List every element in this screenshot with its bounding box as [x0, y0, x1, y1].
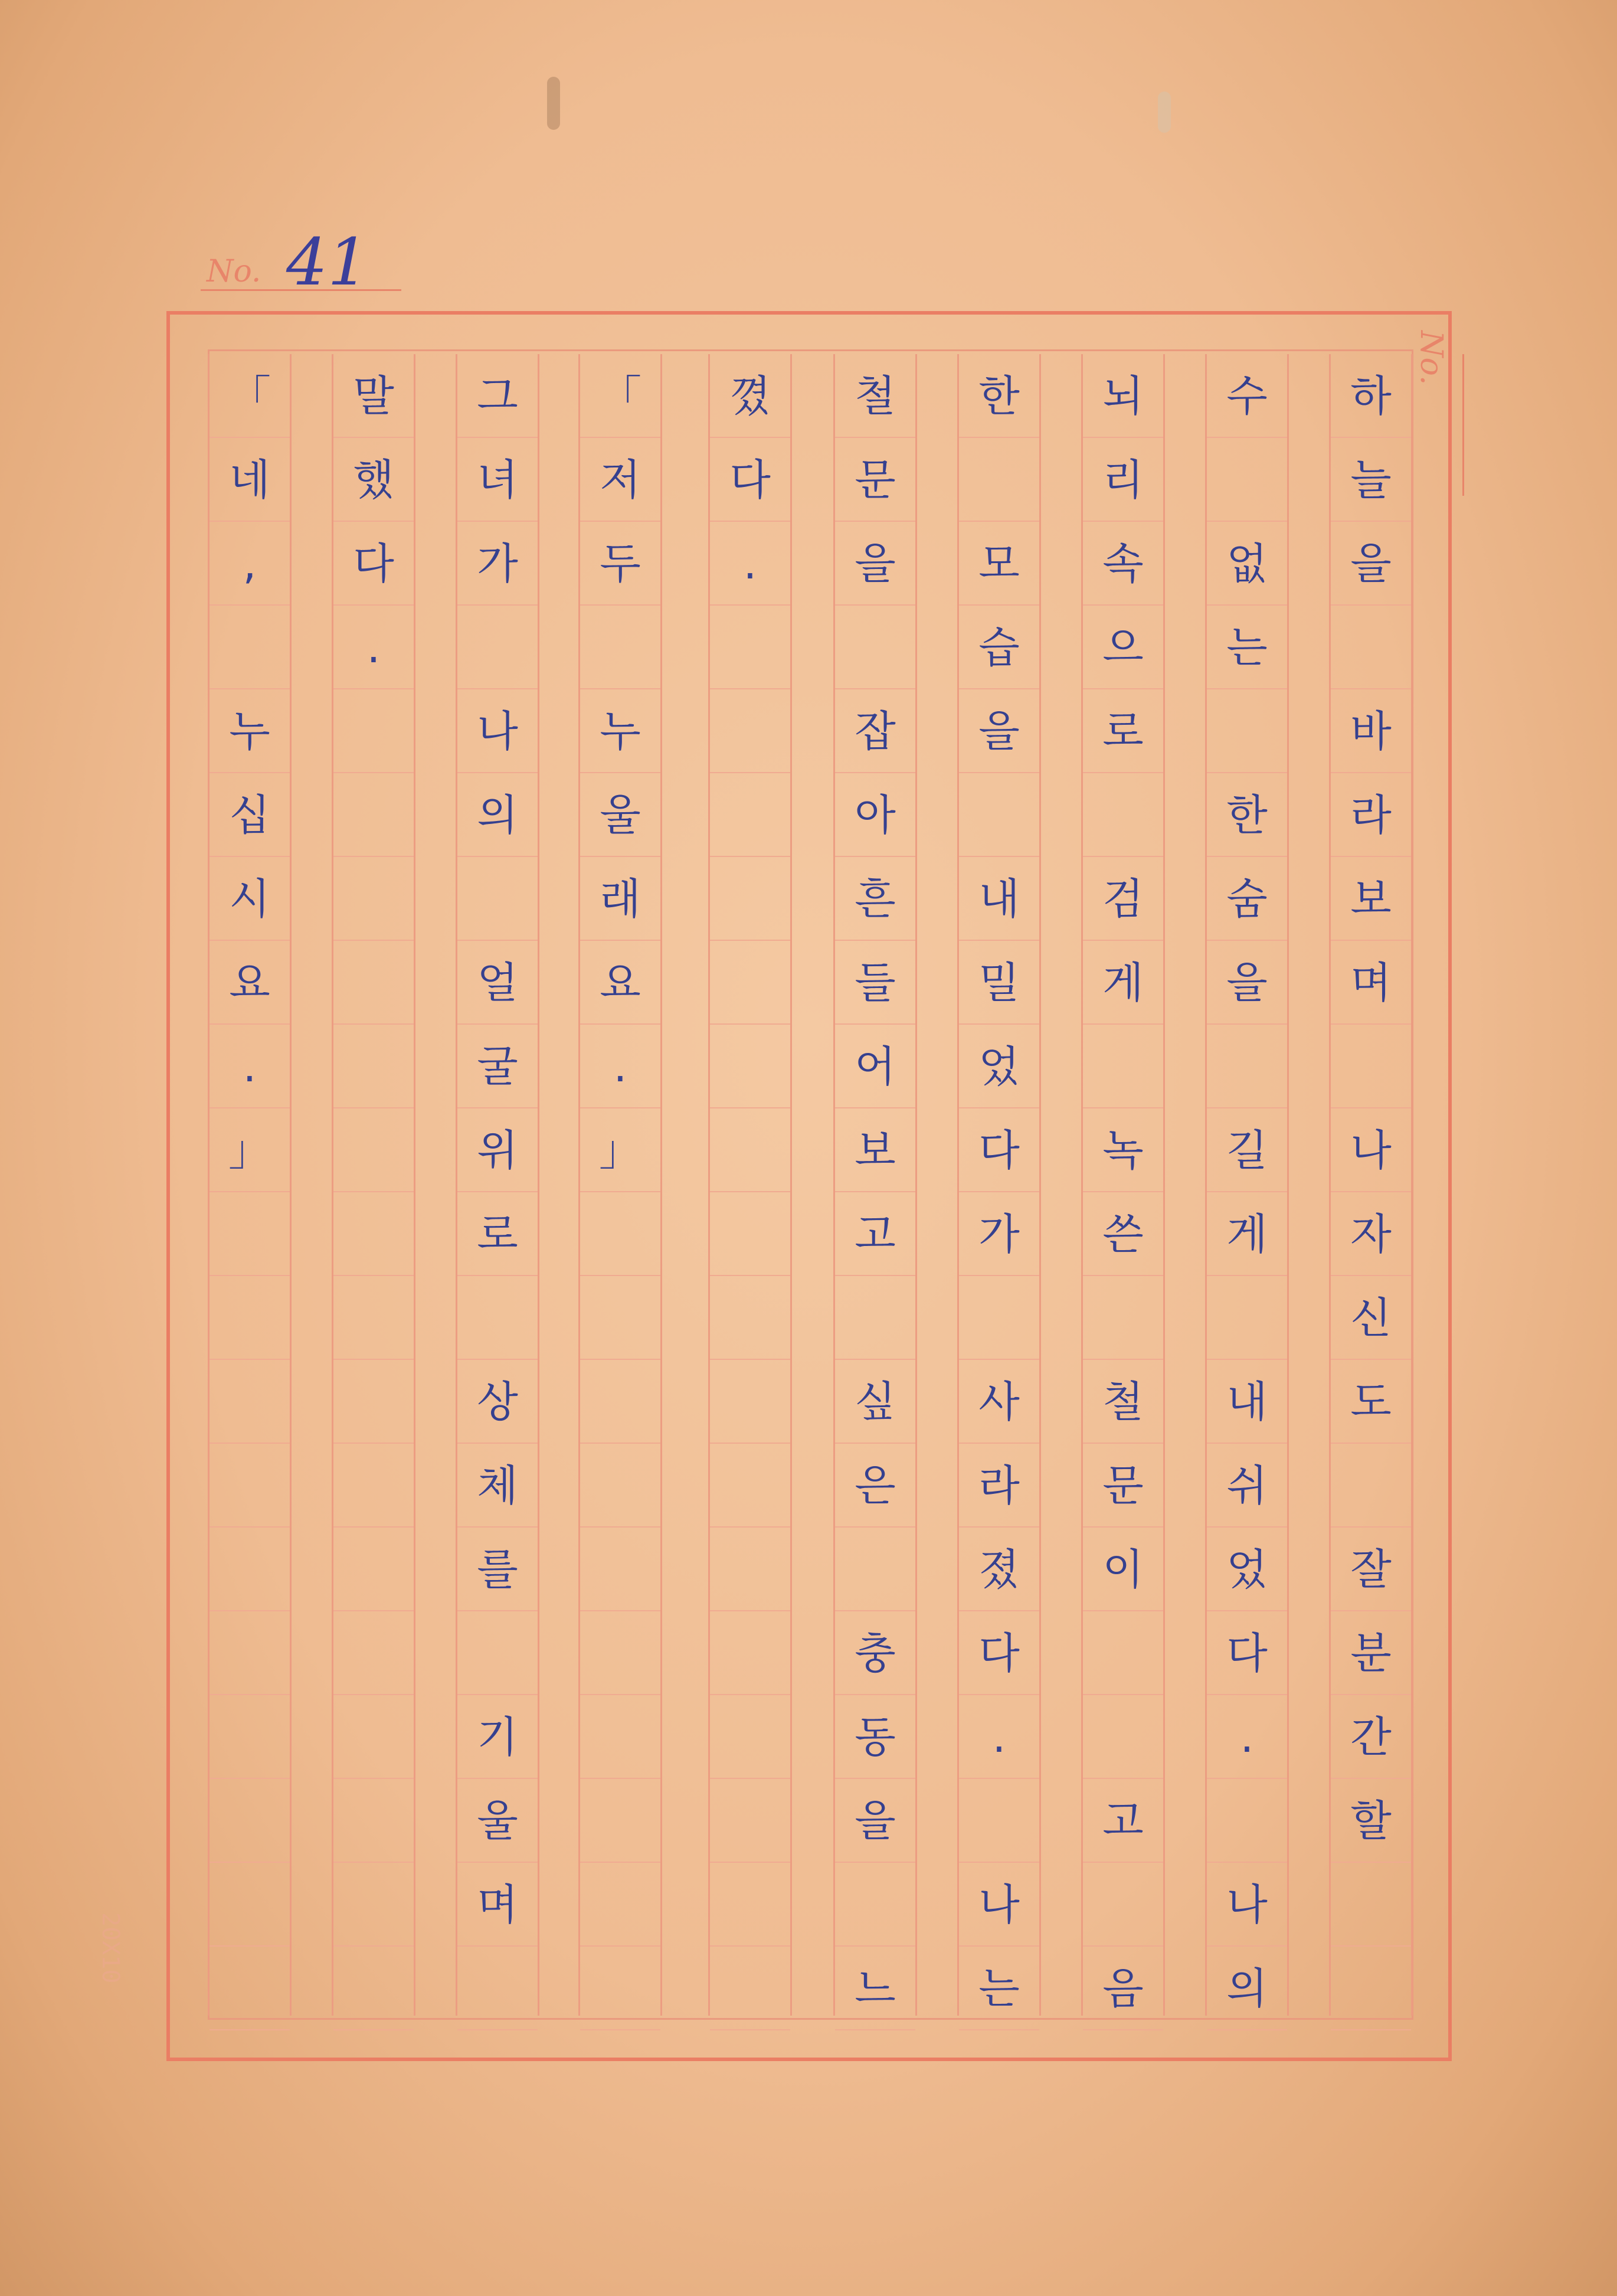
- handwritten-char: ,: [243, 539, 257, 588]
- handwritten-char: 길: [1226, 1126, 1268, 1175]
- grid-cell: [333, 1444, 414, 1528]
- grid-cell: [210, 1360, 290, 1444]
- handwritten-char: 」: [228, 1126, 271, 1175]
- handwritten-char: 은: [855, 1461, 896, 1510]
- grid-cell: [710, 1444, 790, 1528]
- handwritten-char: [1083, 1025, 1163, 1108]
- handwritten-char: 으: [1102, 623, 1144, 672]
- handwritten-char: 보: [855, 1126, 896, 1175]
- grid-cell: [210, 1947, 290, 2030]
- handwritten-char: 을: [1226, 958, 1268, 1008]
- handwritten-char: [1207, 1779, 1287, 1863]
- handwritten-char: 동: [855, 1712, 896, 1762]
- grid-cell: [333, 1528, 414, 1611]
- handwritten-char: 라: [978, 1461, 1020, 1510]
- grid-cell: [210, 1863, 290, 1947]
- handwritten-char: [210, 606, 290, 689]
- grid-cell: [333, 1695, 414, 1779]
- manuscript-column: [208, 354, 292, 2016]
- handwritten-char: [457, 1276, 538, 1360]
- handwritten-char: 흔: [855, 874, 896, 924]
- grid-cell: [710, 1276, 790, 1360]
- grid-cell: [580, 1192, 660, 1276]
- page-no-label: No.: [207, 254, 261, 289]
- handwritten-char: 의: [477, 790, 518, 840]
- handwritten-char: 고: [1102, 1796, 1144, 1846]
- grid-cell: [710, 1108, 790, 1192]
- handwritten-char: [835, 606, 915, 689]
- handwritten-char: 두: [600, 539, 641, 588]
- handwritten-char: .: [613, 1042, 627, 1091]
- handwritten-char: 들: [855, 958, 896, 1008]
- handwritten-char: 을: [855, 539, 896, 588]
- handwritten-char: 쓴: [1102, 1209, 1144, 1259]
- handwritten-char: [1331, 1025, 1411, 1108]
- handwritten-char: 며: [1350, 958, 1392, 1008]
- handwritten-char: 검: [1102, 874, 1144, 924]
- handwritten-char: 한: [978, 371, 1020, 421]
- handwritten-char: 누: [229, 707, 270, 756]
- grid-cell: [580, 1779, 660, 1863]
- handwritten-char: 싶: [855, 1377, 896, 1427]
- handwritten-char: 습: [978, 623, 1020, 672]
- handwritten-char: [1207, 438, 1287, 522]
- handwritten-char: 십: [229, 790, 270, 840]
- handwritten-char: [959, 1779, 1039, 1863]
- grid-cell: [333, 689, 414, 773]
- handwritten-char: 하: [1350, 371, 1392, 421]
- grid-cell: [210, 1192, 290, 1276]
- handwritten-char: 나: [477, 707, 518, 756]
- grid-cell: [710, 606, 790, 689]
- handwritten-char: 얼: [477, 958, 518, 1008]
- handwritten-char: 나: [1226, 1880, 1268, 1929]
- handwritten-char: [835, 1528, 915, 1611]
- grid-cell: [710, 1779, 790, 1863]
- handwritten-char: 철: [855, 371, 896, 421]
- manuscript-column: [332, 354, 415, 2016]
- handwritten-char: 네: [229, 455, 270, 505]
- grid-cell: [580, 1695, 660, 1779]
- handwritten-char: 다: [978, 1126, 1020, 1175]
- manuscript-column: [708, 354, 792, 2016]
- handwritten-char: 는: [1226, 623, 1268, 672]
- handwritten-char: 저: [600, 455, 641, 505]
- handwritten-char: 뇌: [1102, 371, 1144, 421]
- handwritten-char: 보: [1350, 874, 1392, 924]
- handwritten-char: [1331, 1444, 1411, 1528]
- handwritten-char: 밀: [978, 958, 1020, 1008]
- handwritten-char: 음: [1102, 1964, 1144, 2013]
- handwritten-char: 리: [1102, 455, 1144, 505]
- handwritten-char: 사: [978, 1377, 1020, 1427]
- handwritten-char: [1083, 773, 1163, 857]
- handwritten-char: [1083, 1695, 1163, 1779]
- grid-cell: [580, 1276, 660, 1360]
- handwritten-char: .: [992, 1712, 1006, 1762]
- grid-cell: [333, 1276, 414, 1360]
- page-no-line-right: [1462, 354, 1464, 496]
- handwritten-char: 도: [1350, 1377, 1392, 1427]
- manuscript-column: [1205, 354, 1289, 2016]
- handwritten-char: 충: [855, 1628, 896, 1678]
- handwritten-char: 었: [1226, 1545, 1268, 1594]
- grid-cell: [333, 857, 414, 941]
- handwritten-char: 아: [855, 790, 896, 840]
- manuscript-column: [1081, 354, 1165, 2016]
- handwritten-char: 다: [353, 539, 394, 588]
- handwritten-char: 나: [978, 1880, 1020, 1929]
- handwritten-char: 을: [855, 1796, 896, 1846]
- handwritten-char: [835, 1276, 915, 1360]
- grid-cell: [580, 1863, 660, 1947]
- handwritten-char: 누: [600, 707, 641, 756]
- handwritten-char: 게: [1102, 958, 1144, 1008]
- grid-cell: [710, 857, 790, 941]
- handwritten-char: 었: [978, 1042, 1020, 1091]
- handwritten-char: 잡: [855, 707, 896, 756]
- grid-cell: [333, 1611, 414, 1695]
- manuscript-column: [957, 354, 1041, 2016]
- handwritten-char: [959, 438, 1039, 522]
- handwritten-char: 늘: [1350, 455, 1392, 505]
- handwritten-char: 고: [855, 1209, 896, 1259]
- handwritten-char: 자: [1350, 1209, 1392, 1259]
- handwritten-char: 는: [978, 1964, 1020, 2013]
- handwritten-char: 「: [228, 371, 271, 421]
- handwritten-char: 잘: [1350, 1545, 1392, 1594]
- handwritten-char: 을: [1350, 539, 1392, 588]
- manuscript-column: [456, 354, 539, 2016]
- handwritten-char: 울: [600, 790, 641, 840]
- grid-cell: [580, 1947, 660, 2030]
- handwritten-char: 간: [1350, 1712, 1392, 1762]
- grid-cell: [210, 1444, 290, 1528]
- handwritten-char: 굴: [477, 1042, 518, 1091]
- grid-cell: [333, 1025, 414, 1108]
- manuscript-column: [578, 354, 662, 2016]
- handwritten-char: 할: [1350, 1796, 1392, 1846]
- handwritten-char: [1207, 1025, 1287, 1108]
- handwritten-char: 다: [729, 455, 771, 505]
- grid-cell: [710, 689, 790, 773]
- paper-hole: [547, 77, 560, 130]
- handwritten-char: [1083, 1863, 1163, 1947]
- grid-cell: [333, 1360, 414, 1444]
- handwritten-char: 라: [1350, 790, 1392, 840]
- grid-cell: [580, 1444, 660, 1528]
- handwritten-char: 녹: [1102, 1126, 1144, 1175]
- handwritten-char: 게: [1226, 1209, 1268, 1259]
- handwritten-char: [1207, 1276, 1287, 1360]
- handwritten-char: 시: [229, 874, 270, 924]
- grid-cell: [710, 1611, 790, 1695]
- handwritten-char: 졌: [978, 1545, 1020, 1594]
- handwritten-char: [959, 1276, 1039, 1360]
- handwritten-char: .: [366, 623, 381, 672]
- handwritten-char: 쉬: [1226, 1461, 1268, 1510]
- grid-cell: [210, 1779, 290, 1863]
- handwritten-char: 분: [1350, 1628, 1392, 1678]
- handwritten-char: 래: [600, 874, 641, 924]
- handwritten-char: 요: [229, 958, 270, 1008]
- handwritten-char: 「: [598, 371, 641, 421]
- grid-cell: [580, 1360, 660, 1444]
- grid-cell: [333, 1779, 414, 1863]
- grid-cell: [710, 1695, 790, 1779]
- manuscript-column: [1329, 354, 1413, 2016]
- handwritten-char: 울: [477, 1796, 518, 1846]
- handwritten-char: 신: [1350, 1293, 1392, 1343]
- grid-cell: [333, 1192, 414, 1276]
- handwritten-char: 나: [1350, 1126, 1392, 1175]
- grid-cell: [710, 773, 790, 857]
- handwritten-char: 숨: [1226, 874, 1268, 924]
- handwritten-char: 없: [1226, 539, 1268, 588]
- grid-cell: [580, 1611, 660, 1695]
- handwritten-char: 며: [477, 1880, 518, 1929]
- handwritten-char: 를: [477, 1545, 518, 1594]
- handwritten-char: [580, 606, 660, 689]
- handwritten-char: [1207, 689, 1287, 773]
- handwritten-char: 이: [1102, 1545, 1144, 1594]
- handwritten-char: 을: [978, 707, 1020, 756]
- handwritten-char: [1331, 606, 1411, 689]
- handwritten-char: 철: [1102, 1377, 1144, 1427]
- handwritten-char: .: [1240, 1712, 1254, 1762]
- handwritten-char: 의: [1226, 1964, 1268, 2013]
- handwritten-char: 내: [978, 874, 1020, 924]
- grid-cell: [210, 1611, 290, 1695]
- grid-cell: [210, 1276, 290, 1360]
- manuscript-column: [833, 354, 917, 2016]
- grid-cell: [580, 1528, 660, 1611]
- grid-cell: [710, 1863, 790, 1947]
- handwritten-char: 가: [477, 539, 518, 588]
- grid-cell: [333, 773, 414, 857]
- handwritten-char: 바: [1350, 707, 1392, 756]
- grid-cell: [710, 1360, 790, 1444]
- handwritten-char: 모: [978, 539, 1020, 588]
- handwritten-char: 느: [855, 1964, 896, 2013]
- handwritten-char: 말: [353, 371, 394, 421]
- handwritten-char: 다: [1226, 1628, 1268, 1678]
- page-number: 41: [286, 224, 369, 300]
- handwritten-char: [959, 773, 1039, 857]
- handwritten-char: 꼈: [729, 371, 771, 421]
- handwritten-char: 체: [477, 1461, 518, 1510]
- grid-cell: [333, 1108, 414, 1192]
- grid-cell: [1331, 1863, 1411, 1947]
- paper-size-stamp: 20X10: [97, 1912, 124, 1984]
- grid-cell: [333, 941, 414, 1025]
- grid-cell: [710, 1947, 790, 2030]
- handwritten-char: 로: [1102, 707, 1144, 756]
- grid-cell: [710, 1528, 790, 1611]
- grid-cell: [710, 941, 790, 1025]
- handwritten-char: 어: [855, 1042, 896, 1091]
- grid-cell: [333, 1947, 414, 2030]
- handwritten-char: 내: [1226, 1377, 1268, 1427]
- handwritten-char: 요: [600, 958, 641, 1008]
- handwritten-char: 했: [353, 455, 394, 505]
- handwritten-char: 가: [978, 1209, 1020, 1259]
- grid-cell: [333, 1863, 414, 1947]
- handwritten-char: 다: [978, 1628, 1020, 1678]
- paper-hole: [1158, 91, 1171, 133]
- handwritten-char: 수: [1226, 371, 1268, 421]
- grid-cell: [210, 1528, 290, 1611]
- handwritten-char: [835, 1863, 915, 1947]
- handwritten-char: 」: [598, 1126, 641, 1175]
- handwritten-char: [457, 1611, 538, 1695]
- handwritten-char: 녀: [477, 455, 518, 505]
- handwritten-char: 그: [477, 371, 518, 421]
- handwritten-char: [1083, 1611, 1163, 1695]
- grid-cell: [210, 1695, 290, 1779]
- grid-cell: [710, 1025, 790, 1108]
- handwritten-char: 기: [477, 1712, 518, 1762]
- handwritten-char: .: [743, 539, 757, 588]
- handwritten-char: [457, 606, 538, 689]
- handwritten-char: 상: [477, 1377, 518, 1427]
- handwritten-char: 속: [1102, 539, 1144, 588]
- grid-cell: [457, 1947, 538, 2030]
- handwritten-char: .: [243, 1042, 257, 1091]
- handwritten-char: 로: [477, 1209, 518, 1259]
- handwritten-char: [457, 857, 538, 941]
- handwritten-char: 한: [1226, 790, 1268, 840]
- grid-cell: [1331, 1947, 1411, 2030]
- page-no-label-right: No.: [1413, 331, 1449, 385]
- grid-cell: [710, 1192, 790, 1276]
- handwritten-char: [1083, 1276, 1163, 1360]
- handwritten-char: 문: [855, 455, 896, 505]
- handwritten-char: 문: [1102, 1461, 1144, 1510]
- handwritten-char: 위: [477, 1126, 518, 1175]
